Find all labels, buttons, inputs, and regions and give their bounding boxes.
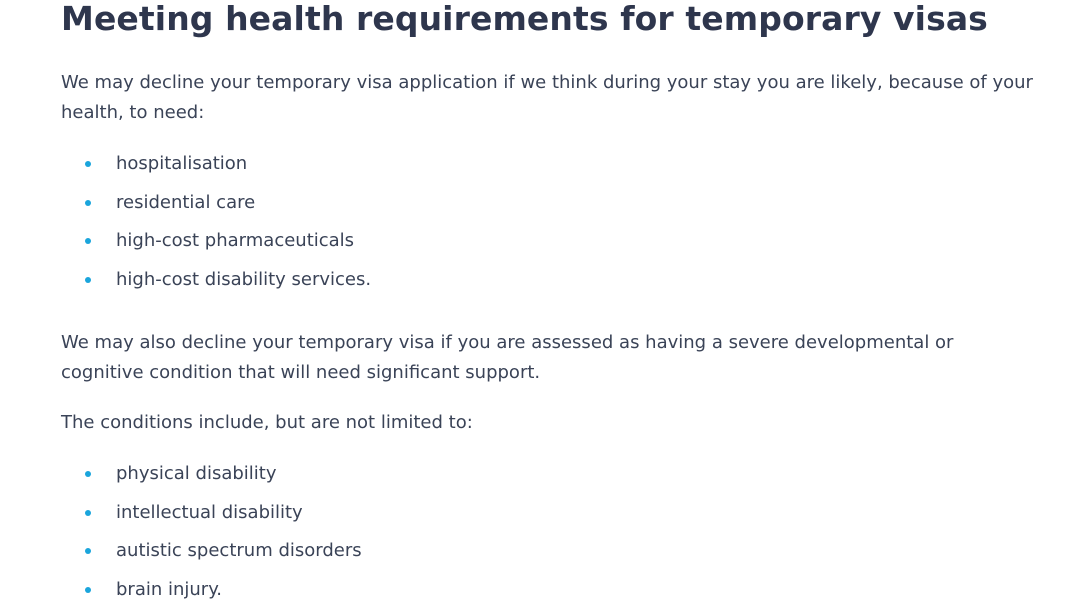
bullet-icon: [85, 587, 91, 593]
list-item-text: residential care: [116, 191, 256, 213]
list-item: [61, 459, 961, 498]
bullet-icon: [85, 200, 91, 206]
list-item: [61, 226, 961, 265]
list-item-text: physical disability: [116, 463, 277, 484]
list-item: [61, 265, 961, 304]
conditions-list: [61, 459, 961, 608]
list-item-text: autistic spectrum disorders: [116, 540, 362, 562]
list-item: [61, 575, 961, 608]
bullet-icon: [85, 277, 91, 283]
bullet-icon: [85, 548, 91, 554]
list-item-text: brain injury.: [116, 579, 223, 601]
list-item: [61, 498, 961, 537]
decline-paragraph: We may also decline your temporary visa if you are assessed as having a severe developmental or cognitive condition that will need significant support.: [61, 332, 954, 383]
list-item-text: intellectual disability: [116, 501, 303, 523]
bullet-icon: [85, 471, 91, 477]
bullet-icon: [85, 510, 91, 516]
list-item: [61, 188, 961, 227]
bullet-icon: [85, 161, 91, 167]
bullet-icon: [85, 238, 91, 244]
list-item-text: hospitalisation: [116, 153, 248, 174]
conditions-intro-paragraph: The conditions include, but are not limited to:: [61, 412, 473, 433]
page-title: Meeting health requirements for temporary visas: [61, 0, 988, 38]
health-needs-list: [61, 149, 961, 304]
list-item-text: high-cost disability services.: [116, 269, 372, 291]
list-item-text: high-cost pharmaceuticals: [116, 230, 355, 252]
list-item: [61, 149, 961, 188]
intro-paragraph: We may decline your temporary visa application if we think during your stay you are likely, because of your health, to need:: [61, 72, 1033, 123]
list-item: [61, 536, 961, 575]
